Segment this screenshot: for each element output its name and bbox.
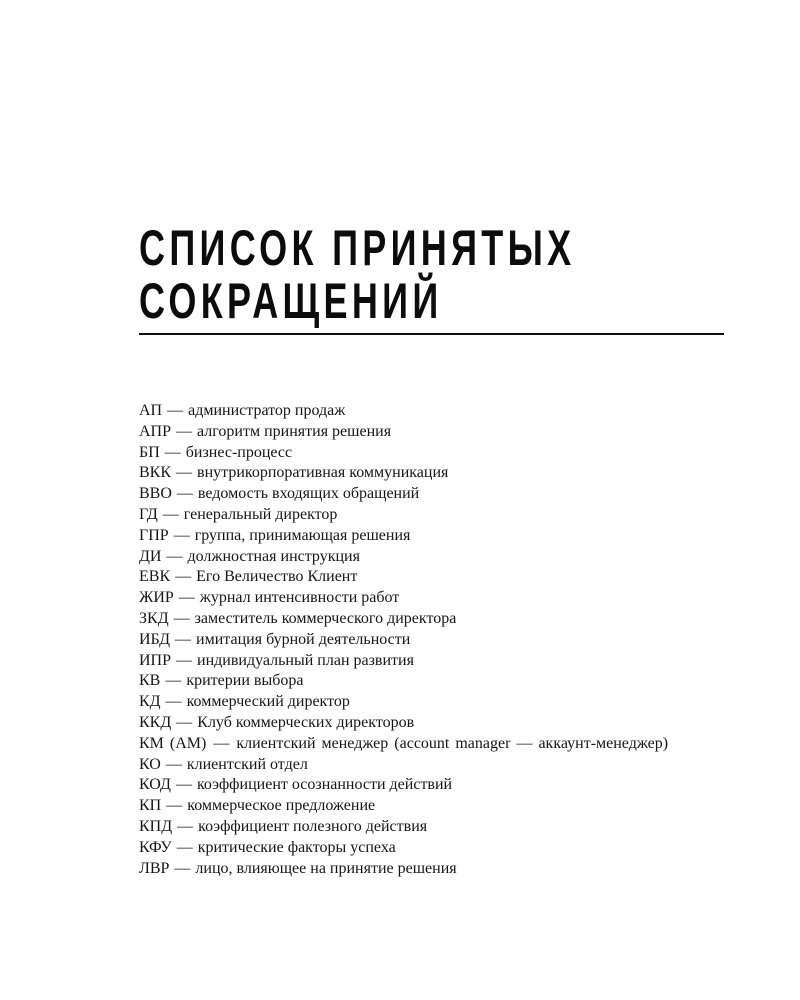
abbreviation-term: АП — [139, 402, 163, 419]
em-dash-separator: — — [175, 630, 192, 648]
abbreviation-meaning: клиентский менеджер (account manager — аккаунт-менеджер) — [236, 734, 669, 752]
em-dash-separator: — — [176, 422, 193, 440]
abbreviation-item — [139, 443, 724, 464]
abbreviation-meaning: алгоритм принятия решения — [197, 422, 392, 440]
abbreviation-term: ЕВК — [139, 568, 171, 586]
abbreviation-term: КО — [139, 755, 161, 773]
em-dash-separator: — — [175, 776, 192, 794]
abbreviation-term: ВКК — [139, 464, 172, 482]
abbreviation-item — [139, 630, 724, 651]
abbreviation-meaning: бизнес-процесс — [185, 443, 293, 461]
em-dash-separator: — — [177, 817, 194, 835]
abbreviation-meaning: ведомость входящих обращений — [197, 485, 420, 503]
abbreviation-meaning: Клуб коммерческих директоров — [197, 713, 415, 731]
abbreviation-item — [139, 505, 724, 526]
page-title-line-2: СОКРАЩЕНИЙ — [139, 273, 443, 329]
em-dash-separator: — — [176, 713, 193, 731]
em-dash-separator: — — [175, 568, 192, 586]
abbreviation-meaning: внутрикорпоративная коммуникация — [197, 464, 449, 482]
em-dash-separator: — — [165, 672, 182, 690]
abbreviation-term: ГД — [139, 505, 158, 523]
abbreviation-item — [139, 567, 724, 588]
abbreviation-item — [139, 775, 724, 796]
em-dash-separator: — — [178, 589, 195, 607]
abbreviation-item — [139, 526, 724, 547]
abbreviation-term: ККД — [139, 713, 172, 731]
abbreviation-term: КМ (AM) — [139, 734, 207, 752]
em-dash-separator: — — [173, 609, 190, 627]
abbreviation-meaning: должностная инструкция — [187, 547, 360, 565]
abbreviation-meaning: коммерческий директор — [186, 693, 350, 711]
page-title — [139, 220, 576, 329]
abbreviation-term: КПД — [139, 817, 173, 835]
abbreviation-term: ЗКД — [139, 609, 169, 627]
abbreviation-item — [139, 651, 724, 672]
em-dash-separator: — — [176, 838, 193, 856]
em-dash-separator: — — [174, 859, 191, 877]
page-title-line-1: СПИСОК ПРИНЯТЫХ — [139, 220, 576, 276]
abbreviation-term: АПР — [139, 422, 172, 440]
abbreviation-item — [139, 671, 724, 692]
abbreviation-item — [139, 422, 724, 443]
abbreviation-meaning: лицо, влияющее на принятие решения — [195, 859, 457, 877]
abbreviation-meaning: индивидуальный план развития — [197, 651, 414, 669]
abbreviation-meaning: Его Величество Клиент — [196, 568, 358, 586]
abbreviation-meaning: критические факторы успеха — [197, 838, 396, 856]
em-dash-separator: — — [166, 547, 183, 565]
em-dash-separator: — — [176, 651, 193, 669]
abbreviation-term: КОД — [139, 776, 171, 794]
abbreviation-meaning: журнал интенсивности работ — [199, 589, 400, 607]
abbreviation-item — [139, 796, 724, 817]
em-dash-separator: — — [166, 797, 183, 815]
em-dash-separator: — — [164, 443, 181, 461]
abbreviation-meaning: клиентский отдел — [186, 755, 308, 773]
abbreviation-meaning: коэффициент полезного действия — [198, 817, 428, 835]
abbreviation-item — [139, 401, 724, 422]
abbreviation-item — [139, 755, 724, 776]
abbreviation-term: ДИ — [139, 547, 162, 565]
abbreviation-item — [139, 817, 724, 838]
abbreviation-term: ЛВР — [139, 859, 170, 877]
abbreviation-term: ИПР — [139, 651, 172, 669]
em-dash-separator: — — [173, 526, 190, 544]
abbreviation-meaning: коэффициент осознанности действий — [196, 776, 453, 794]
em-dash-separator: — — [165, 755, 182, 773]
abbreviation-item — [139, 692, 724, 713]
abbreviation-meaning: генеральный директор — [183, 505, 338, 523]
em-dash-separator: — — [165, 693, 182, 711]
em-dash-separator: — — [176, 464, 193, 482]
abbreviation-meaning: заместитель коммерческого директора — [194, 609, 457, 627]
abbreviation-term: КВ — [139, 672, 161, 690]
abbreviation-term: ЖИР — [139, 589, 174, 607]
abbreviation-meaning: администратор продаж — [188, 402, 346, 419]
abbreviation-meaning: группа, принимающая решения — [194, 526, 411, 544]
abbreviation-meaning: имитация бурной деятельности — [196, 630, 411, 648]
abbreviation-item — [139, 588, 724, 609]
abbreviation-item — [139, 547, 724, 568]
abbreviation-term: КД — [139, 693, 161, 711]
abbreviation-item — [139, 609, 724, 630]
em-dash-separator: — — [213, 734, 230, 752]
abbreviation-term: ВВО — [139, 485, 172, 503]
abbreviation-item — [139, 484, 724, 505]
abbreviation-term: КФУ — [139, 838, 172, 856]
abbreviation-term: ГПР — [139, 526, 169, 544]
em-dash-separator: — — [176, 485, 193, 503]
abbreviation-meaning: критерии выбора — [186, 672, 304, 690]
abbreviation-term: БП — [139, 443, 160, 461]
em-dash-separator: — — [167, 402, 184, 419]
abbreviation-list — [139, 401, 724, 879]
abbreviation-item — [139, 838, 724, 859]
abbreviation-term: ИБД — [139, 630, 171, 648]
title-divider — [139, 333, 724, 335]
abbreviation-meaning: коммерческое предложение — [187, 797, 376, 815]
abbreviation-term: КП — [139, 797, 162, 815]
abbreviation-item — [139, 713, 724, 734]
em-dash-separator: — — [162, 505, 179, 523]
abbreviation-item — [139, 859, 724, 880]
abbreviation-item — [139, 734, 724, 755]
abbreviation-item — [139, 463, 724, 484]
